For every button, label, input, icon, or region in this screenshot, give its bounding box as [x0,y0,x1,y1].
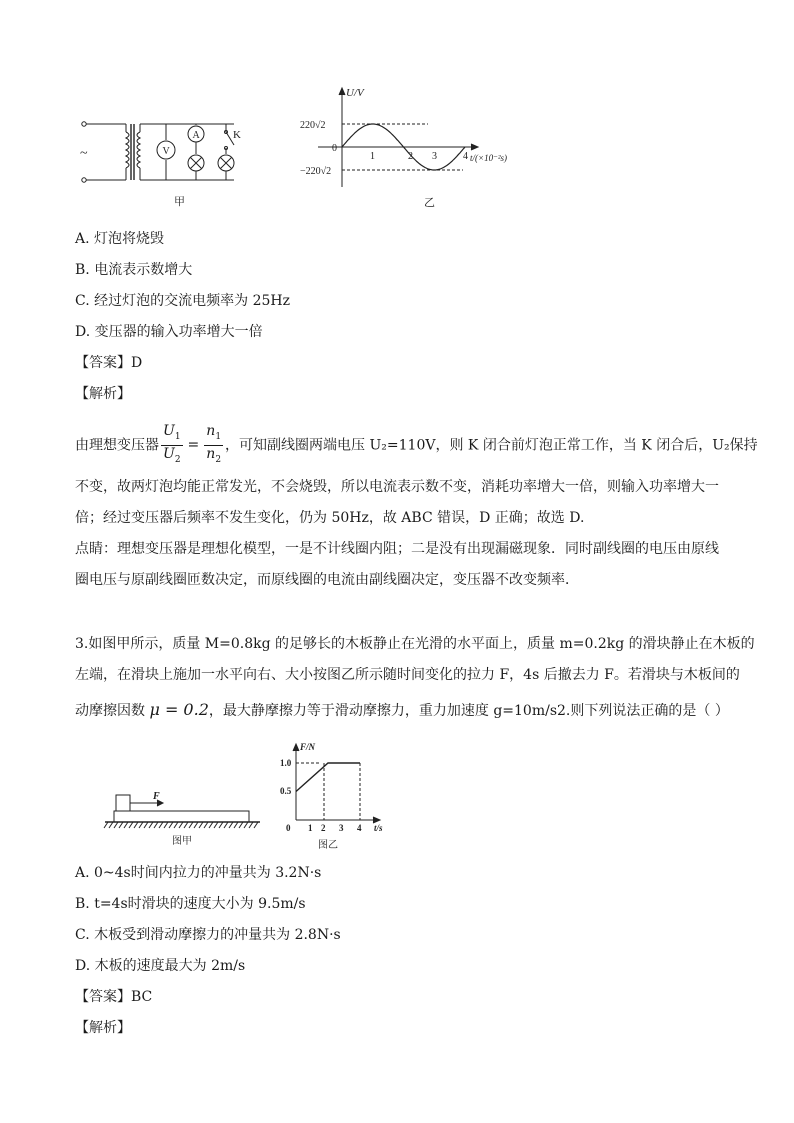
ground-hatch [169,822,173,828]
q2-analysis-line-1 [75,423,758,468]
y-tick-1-0: 1.0 [280,758,292,768]
q2-option-a: A. 灯泡将烧毁 [75,231,165,247]
ground-hatch [204,822,208,828]
ground-hatch [254,822,258,828]
q3-stem-line-2: 左端，在滑块上施加一水平向右、大小按图乙所示随时间变化的拉力 F，4s 后撤去力 F。若滑块与木板间的 [75,667,740,683]
ground-hatch [184,822,188,828]
voltage-waveform-yi [298,82,528,210]
fraction-equals: = [187,437,200,454]
q3-option-c: C. 木板受到滑动摩擦力的冲量共为 2.8N·s [75,927,341,943]
analysis-prefix: 由理想变压器 [75,437,159,454]
ground-hatch [154,822,158,828]
ground-hatch [134,822,138,828]
voltmeter-label: V [162,146,170,157]
q2-analysis-line-3: 倍；经过变压器后频率不发生变化，仍为 50Hz，故 ABC 错误，D 正确；故选 D. [75,510,585,526]
origin-label: 0 [332,143,337,154]
ac-source-symbol: ~ [80,146,88,161]
x-tick-2-q3: 2 [321,823,326,833]
q2-option-c: C. 经过灯泡的交流电频率为 25Hz [75,293,290,309]
circuit-diagram-jia [76,110,246,210]
q3-option-b: B. t=4s时滑块的速度大小为 9.5m/s [75,896,306,912]
q2-option-b: B. 电流表示数增大 [75,262,193,278]
ground-hatch [224,822,228,828]
x-tick-2: 2 [408,151,413,162]
analysis-line1-rest: ，可知副线圈两端电压 U₂=110V，则 K 闭合前灯泡正常工作，当 K 闭合后，U₂保持 [225,437,758,454]
x-tick-3: 3 [432,151,437,162]
x-tick-4: 4 [463,151,468,162]
ground-hatch [199,822,203,828]
q2-analysis-label: 【解析】 [75,386,131,402]
ground-hatch [109,822,113,828]
fig-yi-x-axis-label: t/(×10⁻²s) [470,153,508,163]
fig-jia-caption-q3: 图甲 [172,836,192,847]
turns-ratio-fraction: $\frac{n_1}{n_2}$ [206,423,222,465]
ground-hatch [104,822,108,828]
ground-hatch [179,822,183,828]
q2-analysis-line-2: 不变，故两灯泡均能正常发光，不会烧毁，所以电流表示数不变，消耗功率增大一倍，则输入功率增大一 [75,479,719,495]
fig-yi-caption: 乙 [424,197,435,209]
fig-jia-caption: 甲 [174,196,185,208]
ammeter-label: A [192,130,200,141]
origin-label-q3: 0 [286,823,291,833]
fig-yi-y-axis-label: U/V [346,87,364,99]
ground-hatch [144,822,148,828]
fig-yi-y-axis-label-q3: F/N [300,742,316,752]
q3-option-d: D. 木板的速度最大为 2m/s [75,958,246,974]
x-tick-4-q3: 4 [357,823,362,833]
ground-hatch [174,822,178,828]
ground-hatch [139,822,143,828]
ground-hatch [114,822,118,828]
q3-option-a: A. 0~4s时间内拉力的冲量共为 3.2N·s [75,865,322,881]
x-tick-1: 1 [370,151,375,162]
ground-hatch [119,822,123,828]
ground-hatch [234,822,238,828]
x-tick-3-q3: 3 [339,823,344,833]
q2-option-d: D. 变压器的输入功率增大一倍 [75,324,263,340]
ground-hatch [124,822,128,828]
ground-hatch [239,822,243,828]
q2-note-line-1: 点睛：理想变压器是理想化模型，一是不计线圈内阻；二是没有出现漏磁现象．同时副线圈的电压由原线 [75,541,719,557]
ground-hatch [149,822,153,828]
ground-hatch [159,822,163,828]
ground-hatch [189,822,193,828]
ground-hatch [209,822,213,828]
y-tick-0-5: 0.5 [280,786,292,796]
friction-coefficient: μ = 0.2 [149,700,209,719]
force-time-line [296,763,360,792]
switch-label: K [233,129,241,141]
negative-peak-label: −220√2 [300,166,332,177]
q2-note-line-2: 圈电压与原副线圈匝数决定，而原线圈的电流由副线圈决定，变压器不改变频率． [75,572,579,588]
q3-stem-line-1: 3.如图甲所示，质量 M=0.8kg 的足够长的木板静止在光滑的水平面上，质量 m=0.2kg 的滑块静止在木板的 [75,636,755,652]
voltage-ratio-fraction: $\frac{U_1}{U_2}$ [163,423,181,465]
positive-peak-label: 220√2 [300,120,326,131]
fig-yi-x-axis-label-q3: t/s [374,823,383,833]
ground-hatch [249,822,253,828]
q3-answer: 【答案】BC [75,989,153,1005]
force-time-graph-yi [280,738,390,858]
q2-answer: 【答案】D [75,355,143,371]
ground-hatch [219,822,223,828]
q3-analysis-label: 【解析】 [75,1020,131,1036]
ground-hatch [229,822,233,828]
ground-hatch [129,822,133,828]
ground-hatch [214,822,218,828]
fig-yi-caption-q3: 图乙 [318,840,338,851]
ground-hatch [244,822,248,828]
x-tick-1-q3: 1 [308,823,313,833]
block-board-diagram-jia [100,740,265,848]
ground-hatch [164,822,168,828]
q3-stem-line-3: 动摩擦因数 μ = 0.2，最大静摩擦力等于滑动摩擦力，重力加速度 g=10m/s2.则下列说法正确的是（ ） [75,700,729,719]
force-label: F [153,791,160,802]
ground-hatch [194,822,198,828]
